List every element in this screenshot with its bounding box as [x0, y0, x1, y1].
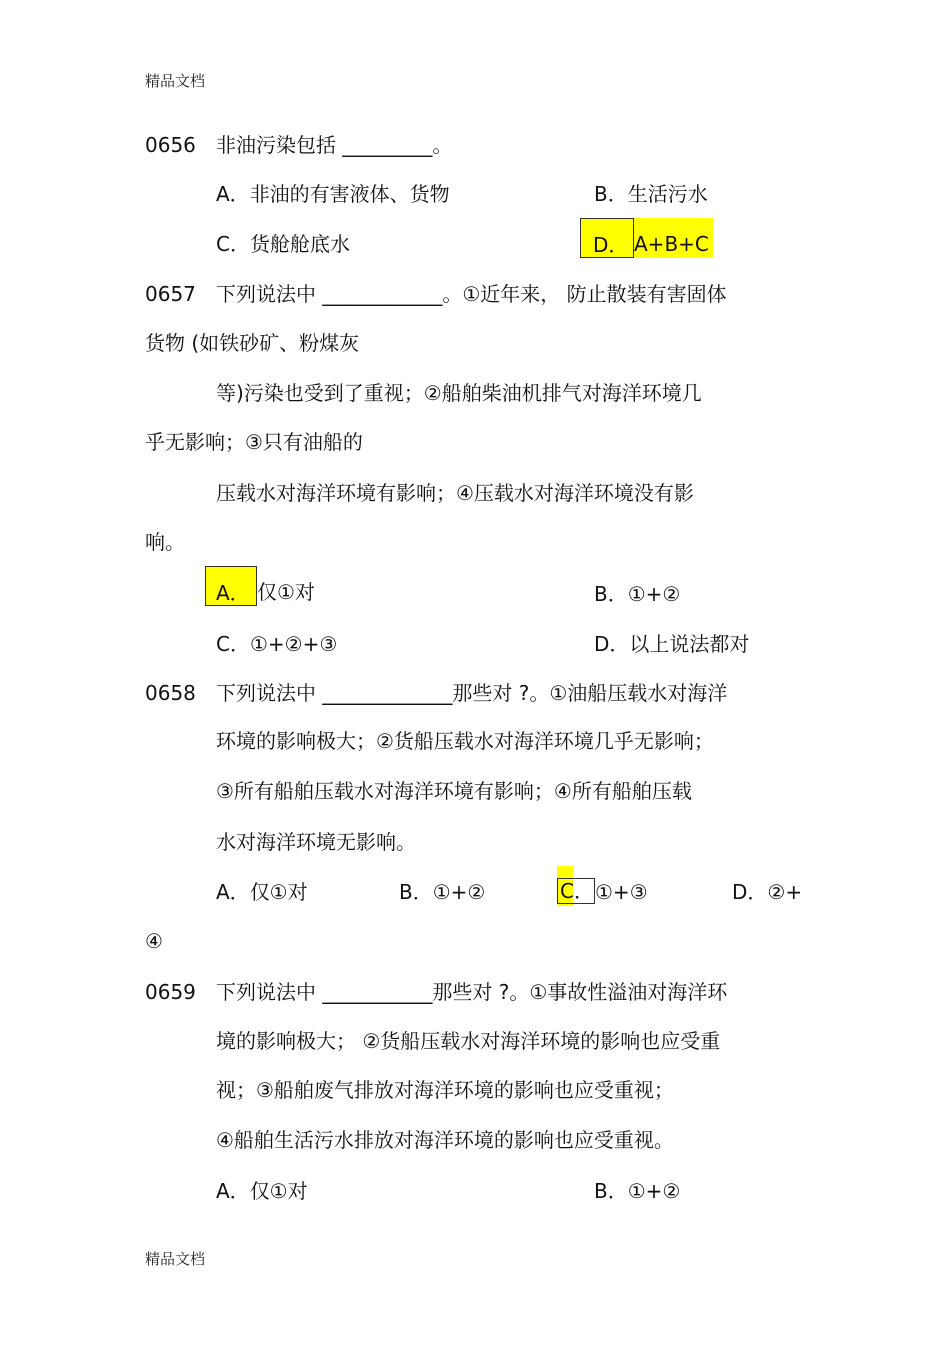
option-b [594, 180, 708, 208]
question-number: 0656 [145, 133, 196, 157]
question-stem: 下列说法中 _____________那些对 ?。①油船压载水对海洋 [216, 681, 728, 705]
question-stem: 境的影响极大； ②货船压载水对海洋环境的影响也应受重 [216, 1029, 721, 1053]
option-letter: B． [594, 182, 628, 206]
option-text: ①+② [432, 880, 486, 904]
question-stem: 乎无影响；③只有油船的 [145, 430, 363, 454]
question-stem: ④船舶生活污水排放对海洋环境的影响也应受重视。 [216, 1128, 674, 1152]
question-stem: 等)污染也受到了重视；②船舶柴油机排气对海洋环境几 [216, 381, 702, 405]
question-stem: ③所有船舶压载水对海洋环境有影响；④所有船舶压载 [216, 779, 692, 803]
option-b [594, 1177, 680, 1205]
answer-marker-box [557, 878, 595, 904]
option-text: 非油的有害液体、货物 [249, 182, 450, 206]
option-text: 生活污水 [627, 182, 708, 206]
option-letter: B． [594, 1179, 628, 1203]
option-a-answer [205, 566, 315, 606]
option-text: A+B+C [634, 218, 713, 258]
question-stem: 货物 (如铁砂矿、粉煤灰 [145, 331, 360, 355]
option-d [594, 630, 749, 658]
question-number: 0657 [145, 282, 196, 306]
question-number: 0659 [145, 980, 196, 1004]
option-letter: B． [594, 582, 628, 606]
page-footer: 精品文档 [145, 1250, 206, 1268]
option-d-wrap: ④ [145, 929, 163, 953]
option-letter: C． [216, 232, 250, 256]
option-letter: A． [216, 182, 250, 206]
option-letter: C． [216, 632, 250, 656]
question-stem: 下列说法中 ___________那些对 ?。①事故性溢油对海洋环 [216, 980, 728, 1004]
option-text: ①+③ [595, 880, 648, 904]
option-text: ①+②+③ [249, 632, 338, 656]
option-text: ①+② [627, 1179, 681, 1203]
option-text: ②+ [767, 880, 803, 904]
question-stem: 水对海洋环境无影响。 [216, 830, 416, 854]
option-letter: D． [593, 233, 629, 257]
option-text: 以上说法都对 [629, 632, 750, 656]
option-text: 货舱舱底水 [249, 232, 350, 256]
option-letter: D． [594, 632, 630, 656]
option-text: 仅①对 [257, 580, 315, 604]
option-letter: B． [399, 880, 433, 904]
question-stem: 响。 [145, 530, 185, 554]
option-letter: D． [732, 880, 768, 904]
page-header: 精品文档 [145, 72, 206, 90]
option-letter: A． [216, 880, 250, 904]
option-c-answer [557, 866, 648, 906]
option-letter: A． [216, 581, 250, 605]
question-stem: 压载水对海洋环境有影响；④压载水对海洋环境没有影 [216, 481, 694, 505]
option-d-answer [580, 218, 713, 258]
option-text: 仅①对 [249, 880, 308, 904]
option-c [216, 230, 350, 258]
question-stem: 非油污染包括 _________。 [216, 133, 453, 157]
answer-marker-box [205, 566, 257, 606]
option-b [399, 878, 485, 906]
option-d [732, 878, 802, 906]
option-text: 仅①对 [249, 1179, 308, 1203]
question-stem: 下列说法中 ____________。①近年来， 防止散装有害固体 [216, 282, 727, 306]
option-a [216, 180, 450, 208]
option-b [594, 580, 680, 608]
question-stem: 视；③船舶废气排放对海洋环境的影响也应受重视； [216, 1078, 674, 1102]
option-a [216, 878, 308, 906]
option-letter: C． [560, 879, 594, 903]
option-c [216, 630, 337, 658]
option-a [216, 1177, 308, 1205]
question-number: 0658 [145, 681, 196, 705]
answer-marker-box [580, 218, 634, 258]
question-stem: 环境的影响极大；②货船压载水对海洋环境几乎无影响； [216, 729, 714, 753]
option-text: ①+② [627, 582, 681, 606]
option-letter: A． [216, 1179, 250, 1203]
